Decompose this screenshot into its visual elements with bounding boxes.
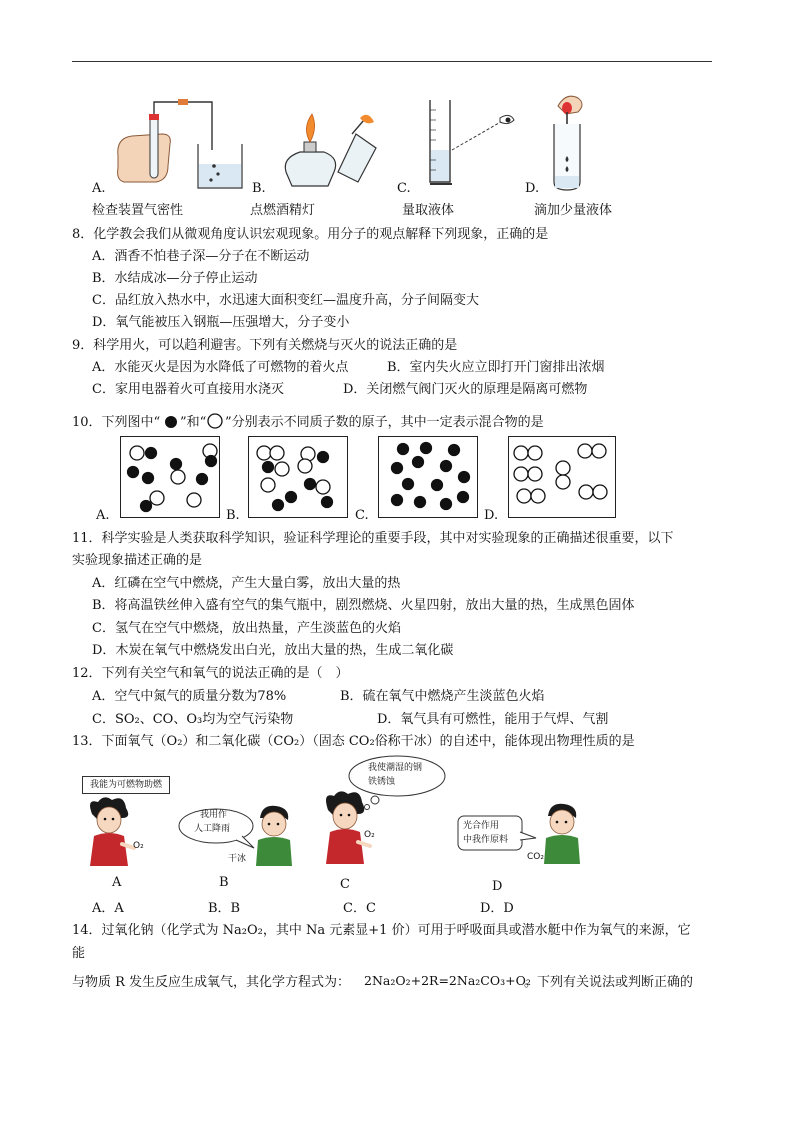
- q9-option-d: D．关闭燃气阀门灭火的原理是隔离可燃物: [343, 382, 588, 397]
- q13-option-c: C．C: [343, 901, 376, 916]
- q10-label-d: D.: [484, 508, 499, 523]
- q10-stem-prefix: 10．下列图中“: [72, 415, 161, 430]
- q8-option-a: A．酒香不怕巷子深—分子在不断运动: [92, 249, 310, 264]
- q12-option-b: B．硫在氧气中燃烧产生淡蓝色火焰: [340, 689, 545, 704]
- q14-line2: 能: [72, 946, 86, 961]
- bubble-b-line1: 我用作: [200, 810, 228, 820]
- chem-label-d: CO₂: [527, 852, 544, 862]
- q14-line3-suffix: 。下列有关说法或判断正确的: [524, 975, 694, 990]
- q7-option-c-letter: C.: [397, 181, 411, 196]
- q7-option-c-caption: 量取液体: [402, 203, 455, 218]
- q10-label-c: C.: [355, 508, 369, 523]
- q8-option-b: B．水结成冰—分子停止运动: [92, 271, 258, 286]
- q13-picture-label-d: D: [492, 879, 503, 894]
- q12-option-c: C．SO₂、CO、O₃均为空气污染物: [92, 712, 294, 727]
- q11-option-b: B．将高温铁丝伸入盛有空气的集气瓶中，剧烈燃烧、火星四射，放出大量的热，生成黑色固体: [92, 598, 635, 613]
- q12-stem: 12．下列有关空气和氧气的说法正确的是（ ）: [72, 666, 349, 681]
- q11-option-d: D．木炭在氧气中燃烧发出白光，放出大量的热，生成二氧化碳: [92, 643, 454, 658]
- q11-stem-line2: 实验现象描述正确的是: [72, 553, 203, 568]
- q8-option-c: C．品红放入热水中，水迅速大面积变红—温度升高，分子间隔变大: [92, 293, 479, 308]
- q13-stem: 13．下面氧气（O₂）和二氧化碳（CO₂）（固态 CO₂俗称干冰）的自述中，能体现出物理性质的是: [72, 734, 635, 749]
- q7-option-d-caption: 滴加少量液体: [534, 203, 613, 218]
- boy-dry-ice-figure-b: [252, 804, 296, 866]
- q7-option-b-caption: 点燃酒精灯: [250, 203, 316, 218]
- bubble-c-line1: 我使潮湿的钢: [368, 763, 423, 773]
- bubble-d-line1: 光合作用: [463, 821, 500, 831]
- chem-label-b: 干冰: [228, 854, 247, 864]
- q12-option-d: D．氧气具有可燃性，能用于气焊、气割: [377, 712, 609, 727]
- q7-option-d-letter: D.: [525, 181, 540, 196]
- bubble-a-text: 我能为可燃物助燃: [89, 780, 162, 790]
- q13-picture-label-c: C: [340, 877, 350, 892]
- q13-picture-label-a: A: [112, 875, 122, 890]
- q9-stem: 9．科学用火，可以趋利避害。下列有关燃烧与灭火的说法正确的是: [72, 338, 458, 353]
- q7-option-a-letter: A.: [92, 181, 106, 196]
- q14-line1: 14．过氧化钠（化学式为 Na₂O₂，其中 Na 元素显+1 价）可用于呼吸面具或潜水艇中作为氧气的来源，它: [72, 923, 691, 938]
- q10-stem-mid: ”和“: [180, 415, 207, 430]
- bubble-b-line2: 人工降雨: [194, 824, 231, 834]
- q13-option-b: B．B: [208, 901, 241, 916]
- q7-option-b-letter: B.: [252, 181, 266, 196]
- q7-option-a-caption: 检查装置气密性: [92, 203, 184, 218]
- q10-stem-suffix: ”分别表示不同质子数的原子，其中一定表示混合物的是: [225, 415, 544, 430]
- q9-option-a: A．水能灭火是因为水降低了可燃物的着火点: [92, 360, 349, 375]
- chem-label-a: O₂: [133, 841, 144, 851]
- q11-option-a: A．红磷在空气中燃烧，产生大量白雾，放出大量的热: [92, 576, 401, 591]
- girl-oxygen-figure-a: [84, 796, 136, 868]
- chem-label-c: O₂: [364, 830, 375, 840]
- chemical-equation: 2Na₂O₂+2R=2Na₂CO₃+O₂: [364, 973, 531, 988]
- q12-option-a: A．空气中氮气的质量分数为78%: [92, 689, 287, 704]
- q13-option-d: D．D: [480, 901, 514, 916]
- boy-co2-figure-d: [540, 802, 584, 864]
- q9-option-b: B．室内失火应立即打开门窗排出浓烟: [387, 360, 605, 375]
- q14-line3-prefix: 与物质 R 发生反应生成氧气，其化学方程式为：: [72, 975, 351, 990]
- q13-picture-label-b: B: [219, 875, 229, 890]
- bubble-d-line2: 中我作原料: [463, 835, 509, 845]
- speech-bubble-a: [82, 776, 170, 794]
- q9-option-c: C．家用电器着火可直接用水浇灭: [92, 382, 284, 397]
- q11-stem-line1: 11．科学实验是人类获取科学知识，验证科学理论的重要手段，其中对实验现象的正确描述很重要，以下: [72, 531, 674, 546]
- bubble-c-line2: 铁锈蚀: [368, 777, 396, 787]
- q11-option-c: C．氢气在空气中燃烧，放出热量，产生淡蓝色的火焰: [92, 621, 401, 636]
- q10-label-a: A.: [96, 508, 110, 523]
- q8-stem: 8．化学教会我们从微观角度认识宏观现象。用分子的观点解释下列现象，正确的是: [72, 227, 549, 242]
- q10-label-b: B.: [226, 508, 240, 523]
- q13-option-a: A．A: [92, 901, 124, 916]
- q8-option-d: D．氧气能被压入钢瓶—压强增大，分子变小: [92, 315, 350, 330]
